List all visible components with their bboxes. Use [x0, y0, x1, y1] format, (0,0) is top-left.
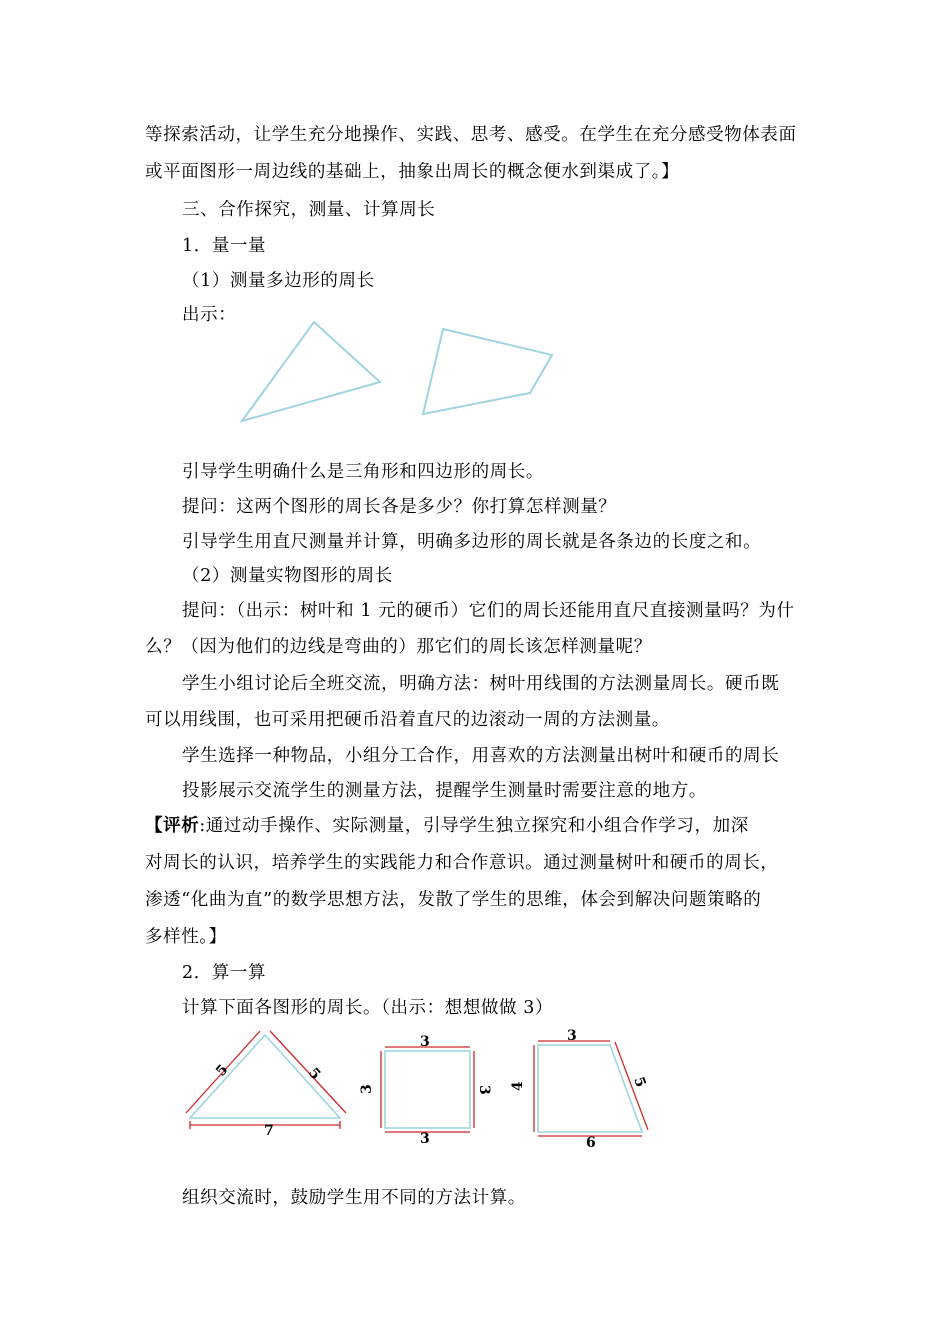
trapezoid-left-label: 4 — [510, 1081, 526, 1091]
triangle-left-label: 5 — [213, 1061, 232, 1080]
square-right-label: 3 — [476, 1085, 492, 1095]
paragraph-line: 引导学生明确什么是三角形和四边形的周长。 — [182, 462, 544, 482]
triangle-shape — [242, 322, 380, 421]
evaluation-line: 对周长的认识，培养学生的实践能力和合作意识。通过测量树叶和硬币的周长， — [145, 853, 779, 873]
paragraph-line: 提问：这两个图形的周长各是多少？你打算怎样测量？ — [182, 497, 617, 517]
square-top-label: 3 — [420, 1034, 430, 1050]
subsection-heading: （1）测量多边形的周长 — [182, 271, 375, 291]
paragraph-line: 等探索活动，让学生充分地操作、实践、思考、感受。在学生在充分感受物体表面 — [145, 125, 797, 145]
paragraph-line: 出示： — [182, 305, 237, 325]
paragraph-line: 投影展示交流学生的测量方法，提醒学生测量时需要注意的地方。 — [182, 781, 707, 801]
polygons-figure — [230, 315, 570, 430]
subsection-heading: 2．算一算 — [182, 963, 267, 983]
paragraph-line: 计算下面各图形的周长。（出示：想想做做 3） — [182, 998, 554, 1018]
trapezoid-figure — [510, 1028, 649, 1150]
paragraph-line: 引导学生用直尺测量并计算，明确多边形的周长就是各条边的长度之和。 — [182, 532, 762, 552]
paragraph-line: 组织交流时，鼓励学生用不同的方法计算。 — [182, 1188, 526, 1208]
trapezoid-right-label: 5 — [630, 1074, 649, 1090]
paragraph-line: 学生小组讨论后全班交流，明确方法：树叶用线围的方法测量周长。硬币既 — [182, 674, 780, 694]
paragraph-line: 可以用线围，也可采用把硬币沿着直尺的边滚动一周的方法测量。 — [145, 710, 670, 730]
section-heading: 三、合作探究，测量、计算周长 — [182, 200, 436, 220]
evaluation-text: :通过动手操作、实际测量，引导学生独立探究和小组合作学习，加深 — [199, 816, 749, 836]
triangle-figure — [186, 1031, 346, 1139]
triangle-right-label: 5 — [305, 1064, 324, 1083]
evaluation-line: 多样性。】 — [145, 927, 227, 947]
subsection-heading: 1．量一量 — [182, 236, 267, 256]
square-left-label: 3 — [359, 1084, 375, 1094]
evaluation-line — [145, 815, 810, 837]
paragraph-line: 么？（因为他们的边线是弯曲的）那它们的周长该怎样测量呢？ — [145, 637, 652, 657]
paragraph-line: 提问：（出示：树叶和 1 元的硬币）它们的周长还能用直尺直接测量吗？为什 — [182, 601, 795, 621]
paragraph-line: 学生选择一种物品，小组分工合作，用喜欢的方法测量出树叶和硬币的周长 — [182, 746, 780, 766]
quadrilateral-shape — [423, 329, 552, 414]
evaluation-line: 渗透“化曲为直”的数学思想方法，发散了学生的思维，体会到解决问题策略的 — [145, 890, 762, 910]
trapezoid-top-label: 3 — [567, 1028, 577, 1044]
square-figure — [359, 1034, 492, 1147]
paragraph-line: 或平面图形一周边线的基础上，抽象出周长的概念便水到渠成了。】 — [145, 162, 680, 182]
subsection-heading: （2）测量实物图形的周长 — [182, 566, 393, 586]
triangle-bottom-label: 7 — [264, 1123, 274, 1139]
trapezoid-bottom-label: 6 — [586, 1135, 596, 1150]
perimeter-figures — [180, 1025, 670, 1150]
evaluation-label: 【评析 — [145, 816, 200, 836]
square-bottom-label: 3 — [420, 1131, 430, 1147]
